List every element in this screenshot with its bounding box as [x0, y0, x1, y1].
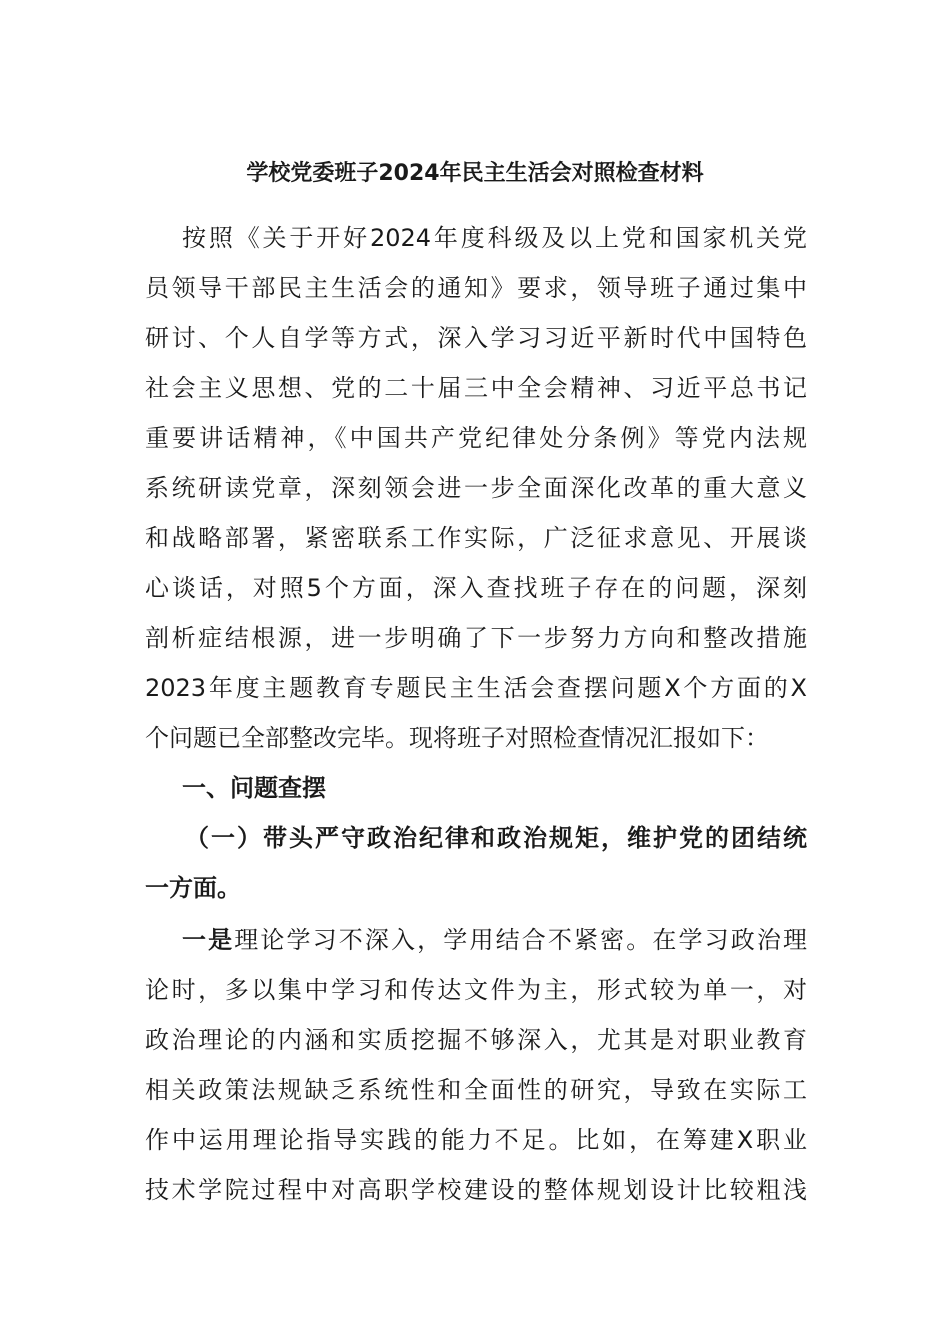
item-first-line [182, 922, 807, 958]
intro-line: 个问题已全部整改完毕。现将班子对照检查情况汇报如下： [145, 724, 769, 752]
intro-line: 和战略部署，紧密联系工作实际，广泛征求意见、开展谈 [145, 524, 807, 552]
intro-line: 按照《关于开好2024年度科级及以上党和国家机关党 [182, 224, 807, 252]
item-first-line-text: 理论学习不深入，学用结合不紧密。在学习政治理 [234, 926, 808, 954]
intro-line: 社会主义思想、党的二十届三中全会精神、习近平总书记 [145, 374, 807, 402]
item-lead: 一是 [182, 926, 235, 954]
item-line: 相关政策法规缺乏系统性和全面性的研究，导致在实际工 [145, 1076, 807, 1104]
intro-line: 剖析症结根源，进一步明确了下一步努力方向和整改措施 [145, 624, 807, 652]
item-line: 论时，多以集中学习和传达文件为主，形式较为单一，对 [145, 976, 807, 1004]
intro-line: 心谈话，对照5个方面，深入查找班子存在的问题，深刻 [145, 574, 807, 602]
subsection-heading-continuation: 一方面。 [145, 874, 241, 902]
intro-line: 员领导干部民主生活会的通知》要求，领导班子通过集中 [145, 274, 807, 302]
item-line: 政治理论的内涵和实质挖掘不够深入，尤其是对职业教育 [145, 1026, 807, 1054]
subsection-heading: （一）带头严守政治纪律和政治规矩，维护党的团结统 [185, 824, 807, 852]
intro-line: 2023年度主题教育专题民主生活会查摆问题X个方面的X [145, 674, 807, 702]
item-line: 作中运用理论指导实践的能力不足。比如，在筹建X职业 [145, 1126, 807, 1154]
intro-line: 研讨、个人自学等方式，深入学习习近平新时代中国特色 [145, 324, 807, 352]
document-title: 学校党委班子2024年民主生活会对照检查材料 [246, 161, 704, 186]
section-heading: 一、问题查摆 [182, 774, 326, 802]
item-line: 技术学院过程中对高职学校建设的整体规划设计比较粗浅 [145, 1176, 807, 1204]
intro-line: 系统研读党章，深刻领会进一步全面深化改革的重大意义 [145, 474, 807, 502]
intro-line: 重要讲话精神，《中国共产党纪律处分条例》等党内法规 [145, 424, 807, 452]
